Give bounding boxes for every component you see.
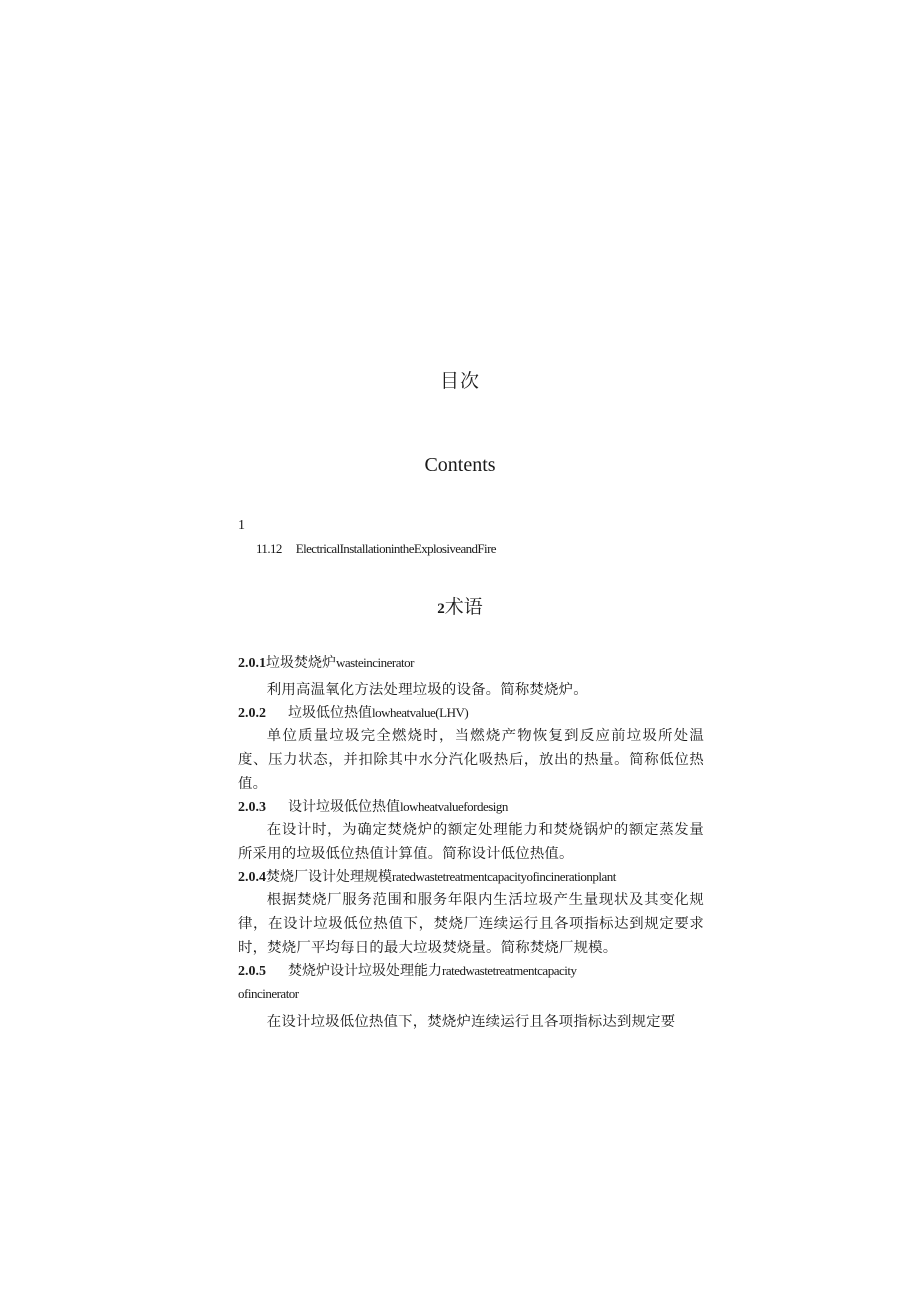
term-cn: 垃圾低位热值 xyxy=(288,705,372,721)
term-definition: 根据焚烧厂服务范围和服务年限内生活垃圾产生量现状及其变化规律，在设计垃圾低位热值下，焚烧厂连续运行且各项指标达到规定要求时，焚烧厂平均每日的最大垃圾焚烧量。简称焚烧厂规模。 xyxy=(238,892,704,956)
term-number: 2.0.1 xyxy=(238,656,266,671)
toc-entry-text: ElectricalInstallationintheExplosiveandFire xyxy=(295,541,496,556)
toc-entry-number: 11.12 xyxy=(256,541,282,556)
term-cn: 设计垃圾低位热值 xyxy=(288,799,400,815)
term-definition: 利用高温氧化方法处理垃圾的设备。简称焚烧炉。 xyxy=(266,682,588,698)
term-number: 2.0.4 xyxy=(238,870,266,885)
term-heading xyxy=(238,796,704,818)
term-en: ratedwastetreatmentcapacityofincinerationplant xyxy=(392,869,616,884)
term-en: lowheatvalue(LHV) xyxy=(372,705,469,720)
term-definition: 在设计时，为确定焚烧炉的额定处理能力和焚烧锅炉的额定蒸发量所采用的垃圾低位热值计算值。简称设计低位热值。 xyxy=(238,822,704,862)
term-en: wasteincinerator xyxy=(336,655,414,670)
toc-entry-index: 1 xyxy=(238,518,245,533)
chapter-heading xyxy=(0,592,920,619)
term-heading xyxy=(238,652,704,674)
term-en-continuation: ofincinerator xyxy=(238,986,299,1001)
chapter-title: 术语 xyxy=(444,596,483,618)
term-heading xyxy=(238,866,704,888)
term-cn: 垃圾焚烧炉 xyxy=(266,655,336,671)
toc-title: 目次 xyxy=(439,370,480,392)
term-cn: 焚烧厂设计处理规模 xyxy=(266,869,392,885)
term-heading xyxy=(238,960,704,982)
term-definition: 在设计垃圾低位热值下，焚烧炉连续运行且各项指标达到规定要 xyxy=(266,1014,676,1030)
term-number: 2.0.2 xyxy=(238,706,266,721)
term-en: lowheatvaluefordesign xyxy=(400,799,508,814)
contents-title: Contents xyxy=(424,454,496,476)
term-heading xyxy=(238,702,704,724)
toc-entry[interactable] xyxy=(256,541,496,557)
term-number: 2.0.3 xyxy=(238,800,266,815)
terms-section xyxy=(238,652,704,1034)
term-definition: 单位质量垃圾完全燃烧时，当燃烧产物恢复到反应前垃圾所处温度、压力状态，并扣除其中水分汽化吸热后，放出的热量。简称低位热值。 xyxy=(238,728,704,792)
term-number: 2.0.5 xyxy=(238,964,266,979)
chapter-number: 2 xyxy=(437,601,445,617)
term-cn: 焚烧炉设计垃圾处理能力 xyxy=(288,963,442,979)
term-en: ratedwastetreatmentcapacity xyxy=(442,963,577,978)
